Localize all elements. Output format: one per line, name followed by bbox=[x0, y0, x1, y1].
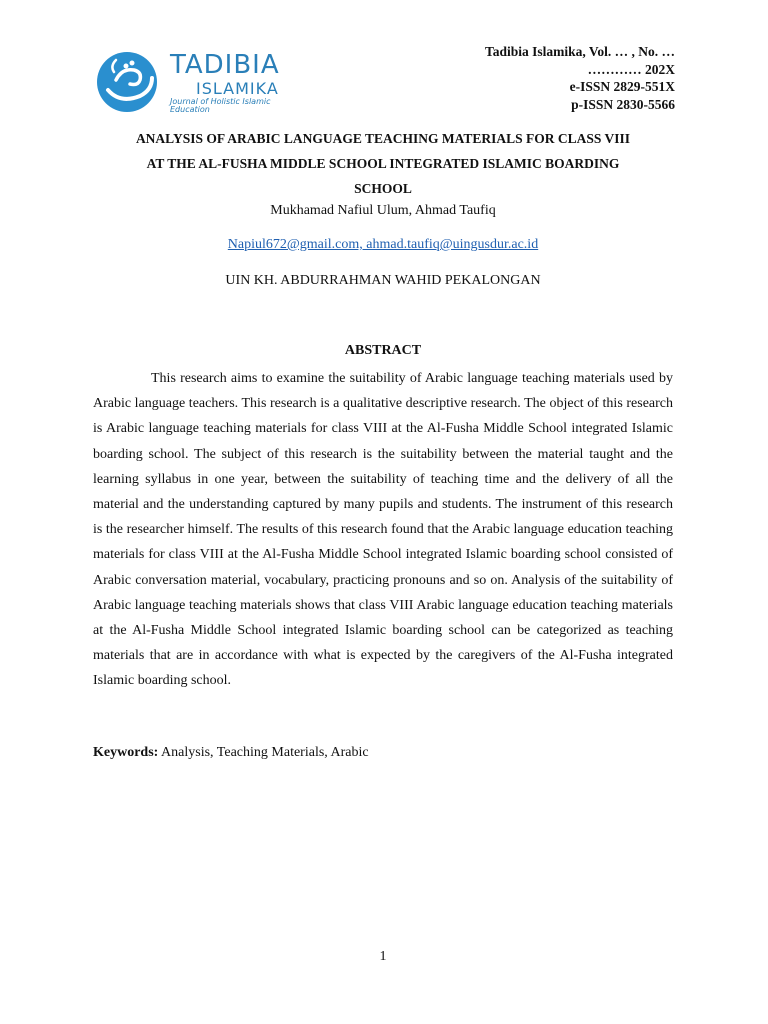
keywords bbox=[93, 744, 673, 762]
title-line: SCHOOL bbox=[354, 181, 412, 196]
keywords-value: Analysis, Teaching Materials, Arabic bbox=[158, 745, 369, 760]
abstract-heading: ABSTRACT bbox=[344, 343, 422, 358]
title-line: ANALYSIS OF ARABIC LANGUAGE TEACHING MATERIALS FOR CLASS VIII bbox=[135, 131, 631, 146]
logo-name: TADIBIA bbox=[170, 50, 280, 80]
journal-pissn: p-ISSN 2830-5566 bbox=[571, 96, 675, 112]
title-line: AT THE AL-FUSHA MIDDLE SCHOOL INTEGRATED ISLAMIC BOARDING bbox=[146, 156, 620, 171]
journal-year: ………… 202X bbox=[587, 61, 675, 77]
keywords-label: Keywords: bbox=[93, 745, 159, 760]
journal-eissn: e-ISSN 2829-551X bbox=[569, 79, 675, 94]
journal-logo bbox=[96, 50, 311, 114]
journal-volume: Tadibia Islamika, Vol. … , No. … bbox=[484, 44, 675, 59]
journal-emblem-icon bbox=[96, 50, 162, 114]
logo-subname: ISLAMIKA bbox=[196, 79, 279, 98]
article-authors: Mukhamad Nafiul Ulum, Ahmad Taufiq bbox=[270, 203, 496, 218]
abstract-body: This research aims to examine the suitability of Arabic language teaching materials used by Arabic language teachers. This research is a qualitative descriptive research. The object of this research is Arabic language teaching materials for class VIII at the Al-Fusha Middle School integrated Islamic boarding school. The subject of this research is the suitability between the material taught and the learning syllabus in one year, between the suitability of teaching time and the delivery of all the material and the understanding captured by many pupils and students. The instrument of this research is the researcher himself. The results of this research found that the Arabic language education teaching materials for class VIII at the Al-Fusha Middle School integrated Islamic boarding school consisted of Arabic conversation material, vocabulary, practicing pronouns and so on. Analysis of the suitability of Arabic language teaching materials shows that class VIII Arabic language education teaching materials at the Al-Fusha Middle School integrated Islamic boarding school can be categorized as teaching materials that are in accordance with what is expected by the caregivers of the Al-Fusha integrated Islamic boarding school. bbox=[93, 371, 673, 689]
journal-info bbox=[485, 43, 675, 113]
page-number: 1 bbox=[379, 949, 387, 964]
logo-tagline: Journal of Holistic Islamic Education bbox=[170, 97, 271, 114]
author-affiliation: UIN KH. ABDURRAHMAN WAHID PEKALONGAN bbox=[225, 273, 541, 288]
author-emails-link[interactable]: Napiul672@gmail.com, ahmad.taufiq@uingusdur.ac.id bbox=[227, 237, 539, 252]
article-title bbox=[93, 126, 673, 201]
